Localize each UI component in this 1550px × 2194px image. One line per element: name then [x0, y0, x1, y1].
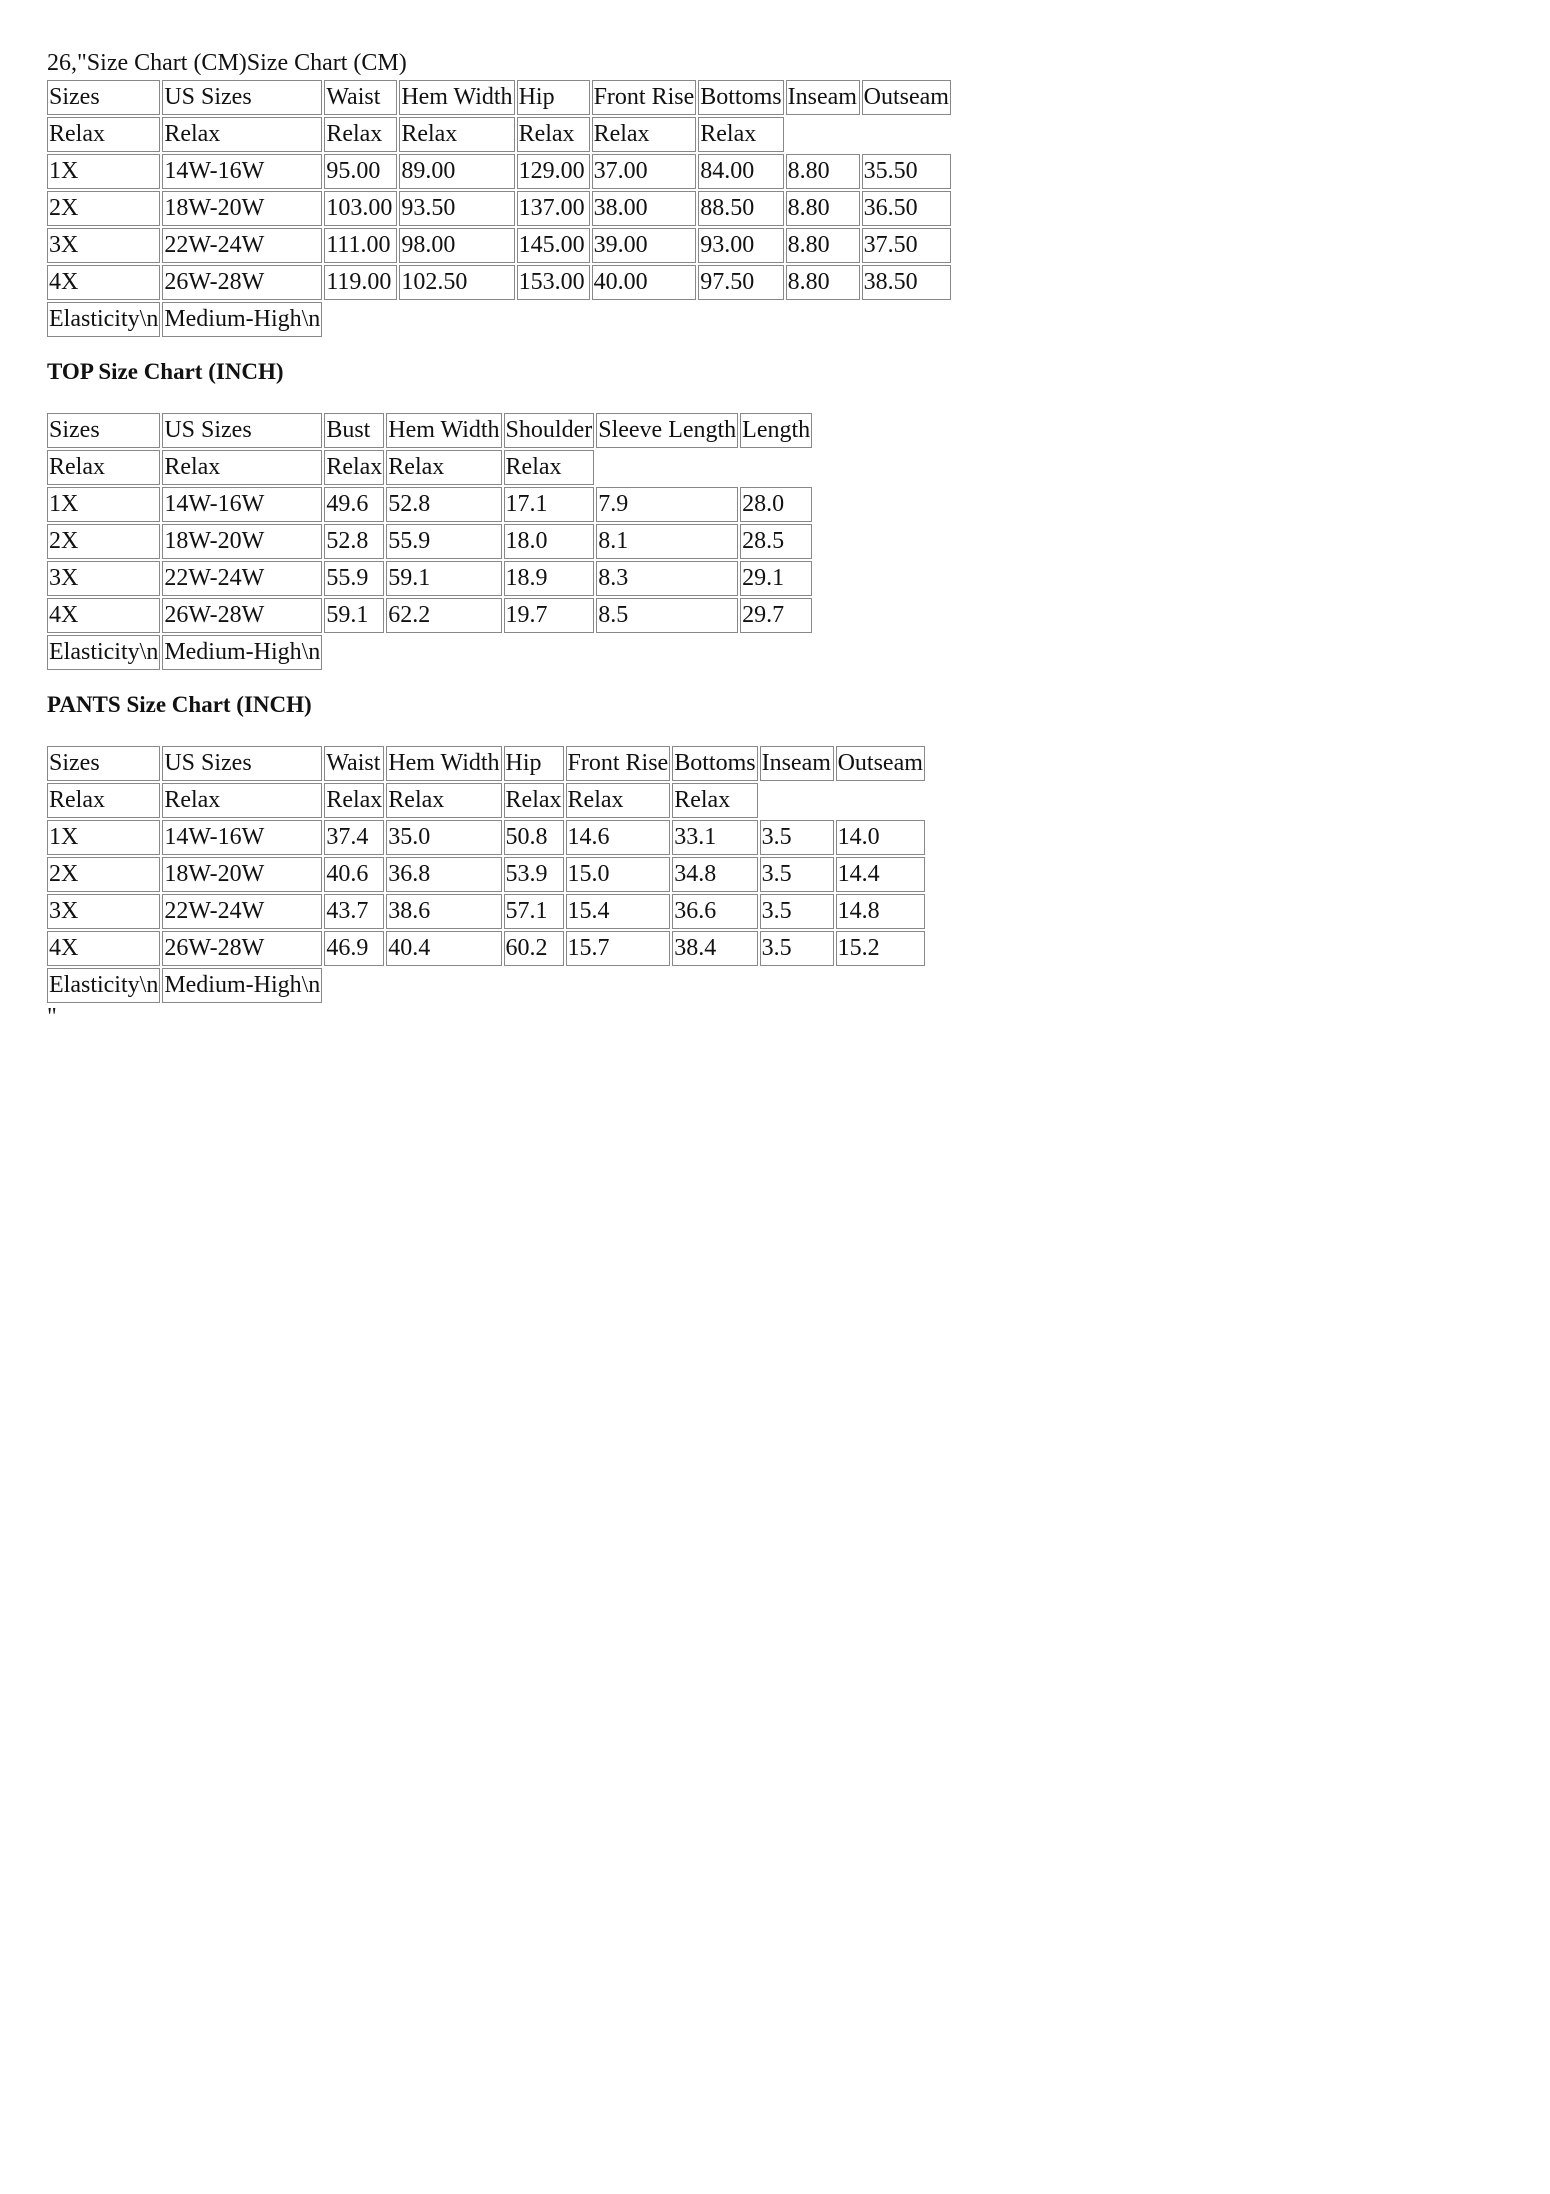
empty-cell: [836, 783, 925, 818]
table-cell: 2X: [47, 191, 160, 226]
empty-cell: [324, 635, 384, 670]
table-cell: 84.00: [698, 154, 783, 189]
closing-quote: ": [47, 1004, 57, 1030]
table-row: [47, 931, 925, 966]
table-cell: 3.5: [760, 820, 834, 855]
table-row: [47, 154, 951, 189]
header-cell: Hem Width: [399, 80, 514, 115]
table-cell: 15.0: [566, 857, 671, 892]
relax-cell: Relax: [504, 783, 564, 818]
table-cell: 22W-24W: [162, 228, 322, 263]
header-cell: Hem Width: [386, 746, 501, 781]
relax-cell: Relax: [47, 117, 160, 152]
relax-cell: Relax: [324, 783, 384, 818]
table-cell: 8.80: [786, 265, 860, 300]
table-cell: 57.1: [504, 894, 564, 929]
pants-section-heading: PANTS Size Chart (INCH): [47, 692, 312, 717]
table-cell: 18.0: [504, 524, 595, 559]
empty-cell: [740, 450, 812, 485]
table-cell: 2X: [47, 524, 160, 559]
table-cell: 14.8: [836, 894, 925, 929]
header-cell: Inseam: [786, 80, 860, 115]
header-cell: Waist: [324, 746, 384, 781]
header-cell: Bottoms: [672, 746, 757, 781]
table-cell: 18.9: [504, 561, 595, 596]
relax-cell: Relax: [47, 783, 160, 818]
table-cell: 93.50: [399, 191, 514, 226]
header-cell: Hem Width: [386, 413, 501, 448]
table-cell: 93.00: [698, 228, 783, 263]
header-cell: Waist: [324, 80, 397, 115]
empty-cell: [504, 968, 564, 1003]
relax-cell: Relax: [386, 783, 501, 818]
table-cell: 4X: [47, 931, 160, 966]
header-cell: Bottoms: [698, 80, 783, 115]
table-cell: 55.9: [324, 561, 384, 596]
table-cell: 3.5: [760, 894, 834, 929]
header-cell: Sleeve Length: [596, 413, 738, 448]
table-cell: 55.9: [386, 524, 501, 559]
table-relax-row: [47, 450, 812, 485]
header-cell: Hip: [517, 80, 590, 115]
table-cell: 49.6: [324, 487, 384, 522]
relax-cell: Relax: [517, 117, 590, 152]
table-cell: 4X: [47, 598, 160, 633]
table-cell: 53.9: [504, 857, 564, 892]
table-cell: 39.00: [592, 228, 697, 263]
table-cell: 95.00: [324, 154, 397, 189]
table-cell: 98.00: [399, 228, 514, 263]
top-size-table: [45, 411, 814, 672]
table-row: [47, 265, 951, 300]
empty-cell: [596, 635, 738, 670]
table-cell: 15.2: [836, 931, 925, 966]
table-cell: 111.00: [324, 228, 397, 263]
table-cell: 36.6: [672, 894, 757, 929]
table-cell: 40.6: [324, 857, 384, 892]
table-cell: 38.00: [592, 191, 697, 226]
table-cell: 28.5: [740, 524, 812, 559]
empty-cell: [517, 302, 590, 337]
table-cell: 52.8: [386, 487, 501, 522]
empty-cell: [592, 302, 697, 337]
table-cell: 102.50: [399, 265, 514, 300]
table-cell: 62.2: [386, 598, 501, 633]
document-page: [47, 48, 953, 1029]
table-cell: 1X: [47, 154, 160, 189]
elasticity-label: Elasticity\n: [47, 968, 160, 1003]
header-cell: Length: [740, 413, 812, 448]
table-elasticity-row: [47, 635, 812, 670]
table-cell: 29.1: [740, 561, 812, 596]
empty-cell: [786, 302, 860, 337]
table-cell: 59.1: [386, 561, 501, 596]
elasticity-value: Medium-High\n: [162, 968, 322, 1003]
relax-cell: Relax: [324, 117, 397, 152]
table-cell: 4X: [47, 265, 160, 300]
empty-cell: [786, 117, 860, 152]
table-cell: 88.50: [698, 191, 783, 226]
table-cell: 3X: [47, 228, 160, 263]
table-row: [47, 894, 925, 929]
relax-cell: Relax: [566, 783, 671, 818]
table-cell: 3.5: [760, 857, 834, 892]
empty-cell: [386, 635, 501, 670]
table-cell: 28.0: [740, 487, 812, 522]
top-section-heading: TOP Size Chart (INCH): [47, 359, 284, 384]
table-row: [47, 191, 951, 226]
elasticity-value: Medium-High\n: [162, 302, 322, 337]
table-cell: 3X: [47, 561, 160, 596]
table-cell: 8.80: [786, 191, 860, 226]
document-title: 26,"Size Chart (CM)Size Chart (CM): [47, 50, 407, 76]
table-cell: 14W-16W: [162, 487, 322, 522]
table-cell: 103.00: [324, 191, 397, 226]
table-cell: 14.0: [836, 820, 925, 855]
table-elasticity-row: [47, 302, 951, 337]
table-row: [47, 487, 812, 522]
empty-cell: [740, 635, 812, 670]
header-cell: Hip: [504, 746, 564, 781]
header-cell: Sizes: [47, 413, 160, 448]
header-cell: Front Rise: [592, 80, 697, 115]
table-cell: 8.3: [596, 561, 738, 596]
table-cell: 3X: [47, 894, 160, 929]
table-cell: 46.9: [324, 931, 384, 966]
table-cell: 14.4: [836, 857, 925, 892]
table-cell: 37.00: [592, 154, 697, 189]
header-cell: Sizes: [47, 746, 160, 781]
relax-cell: Relax: [162, 117, 322, 152]
table-cell: 17.1: [504, 487, 595, 522]
table-cell: 8.80: [786, 154, 860, 189]
table-cell: 153.00: [517, 265, 590, 300]
table-cell: 38.4: [672, 931, 757, 966]
header-cell: Shoulder: [504, 413, 595, 448]
table-cell: 60.2: [504, 931, 564, 966]
relax-cell: Relax: [592, 117, 697, 152]
header-cell: Front Rise: [566, 746, 671, 781]
table-cell: 1X: [47, 487, 160, 522]
header-cell: US Sizes: [162, 80, 322, 115]
table-header-row: [47, 746, 925, 781]
table-cell: 36.50: [862, 191, 951, 226]
table-cell: 8.5: [596, 598, 738, 633]
table-cell: 22W-24W: [162, 894, 322, 929]
table-cell: 26W-28W: [162, 265, 322, 300]
table-cell: 59.1: [324, 598, 384, 633]
table-elasticity-row: [47, 968, 925, 1003]
empty-cell: [836, 968, 925, 1003]
empty-cell: [399, 302, 514, 337]
relax-cell: Relax: [698, 117, 783, 152]
table-cell: 37.4: [324, 820, 384, 855]
table-relax-row: [47, 783, 925, 818]
table-cell: 43.7: [324, 894, 384, 929]
table-cell: 18W-20W: [162, 857, 322, 892]
table-cell: 26W-28W: [162, 931, 322, 966]
relax-cell: Relax: [162, 783, 322, 818]
table-cell: 3.5: [760, 931, 834, 966]
table-row: [47, 228, 951, 263]
table-cell: 89.00: [399, 154, 514, 189]
table-row: [47, 561, 812, 596]
relax-cell: Relax: [162, 450, 322, 485]
table-cell: 35.50: [862, 154, 951, 189]
table-cell: 35.0: [386, 820, 501, 855]
empty-cell: [596, 450, 738, 485]
table-cell: 18W-20W: [162, 191, 322, 226]
table-cell: 40.4: [386, 931, 501, 966]
table-row: [47, 524, 812, 559]
table-row: [47, 598, 812, 633]
relax-cell: Relax: [386, 450, 501, 485]
empty-cell: [672, 968, 757, 1003]
table-row: [47, 857, 925, 892]
relax-cell: Relax: [399, 117, 514, 152]
table-cell: 8.80: [786, 228, 860, 263]
empty-cell: [504, 635, 595, 670]
table-cell: 14W-16W: [162, 154, 322, 189]
table-cell: 29.7: [740, 598, 812, 633]
table-cell: 137.00: [517, 191, 590, 226]
header-cell: Bust: [324, 413, 384, 448]
empty-cell: [324, 302, 397, 337]
pants-size-table: [45, 744, 927, 1005]
relax-cell: Relax: [324, 450, 384, 485]
empty-cell: [862, 302, 951, 337]
table-cell: 97.50: [698, 265, 783, 300]
header-cell: Sizes: [47, 80, 160, 115]
table-cell: 14.6: [566, 820, 671, 855]
table-cell: 1X: [47, 820, 160, 855]
header-cell: Inseam: [760, 746, 834, 781]
header-cell: US Sizes: [162, 746, 322, 781]
elasticity-label: Elasticity\n: [47, 302, 160, 337]
table-cell: 145.00: [517, 228, 590, 263]
table-cell: 38.6: [386, 894, 501, 929]
empty-cell: [862, 117, 951, 152]
table-cell: 8.1: [596, 524, 738, 559]
table-cell: 18W-20W: [162, 524, 322, 559]
empty-cell: [566, 968, 671, 1003]
table-cell: 15.4: [566, 894, 671, 929]
cm-size-table: [45, 78, 953, 339]
table-cell: 50.8: [504, 820, 564, 855]
table-cell: 40.00: [592, 265, 697, 300]
table-header-row: [47, 413, 812, 448]
table-header-row: [47, 80, 951, 115]
table-cell: 34.8: [672, 857, 757, 892]
empty-cell: [760, 783, 834, 818]
empty-cell: [324, 968, 384, 1003]
table-cell: 37.50: [862, 228, 951, 263]
relax-cell: Relax: [672, 783, 757, 818]
relax-cell: Relax: [47, 450, 160, 485]
table-row: [47, 820, 925, 855]
empty-cell: [386, 968, 501, 1003]
table-cell: 129.00: [517, 154, 590, 189]
table-cell: 15.7: [566, 931, 671, 966]
table-cell: 2X: [47, 857, 160, 892]
table-cell: 52.8: [324, 524, 384, 559]
empty-cell: [760, 968, 834, 1003]
table-cell: 38.50: [862, 265, 951, 300]
header-cell: Outseam: [836, 746, 925, 781]
empty-cell: [698, 302, 783, 337]
header-cell: US Sizes: [162, 413, 322, 448]
table-cell: 26W-28W: [162, 598, 322, 633]
table-cell: 119.00: [324, 265, 397, 300]
table-cell: 7.9: [596, 487, 738, 522]
table-cell: 22W-24W: [162, 561, 322, 596]
table-cell: 14W-16W: [162, 820, 322, 855]
table-cell: 19.7: [504, 598, 595, 633]
header-cell: Outseam: [862, 80, 951, 115]
table-relax-row: [47, 117, 951, 152]
elasticity-value: Medium-High\n: [162, 635, 322, 670]
relax-cell: Relax: [504, 450, 595, 485]
table-cell: 36.8: [386, 857, 501, 892]
table-cell: 33.1: [672, 820, 757, 855]
elasticity-label: Elasticity\n: [47, 635, 160, 670]
